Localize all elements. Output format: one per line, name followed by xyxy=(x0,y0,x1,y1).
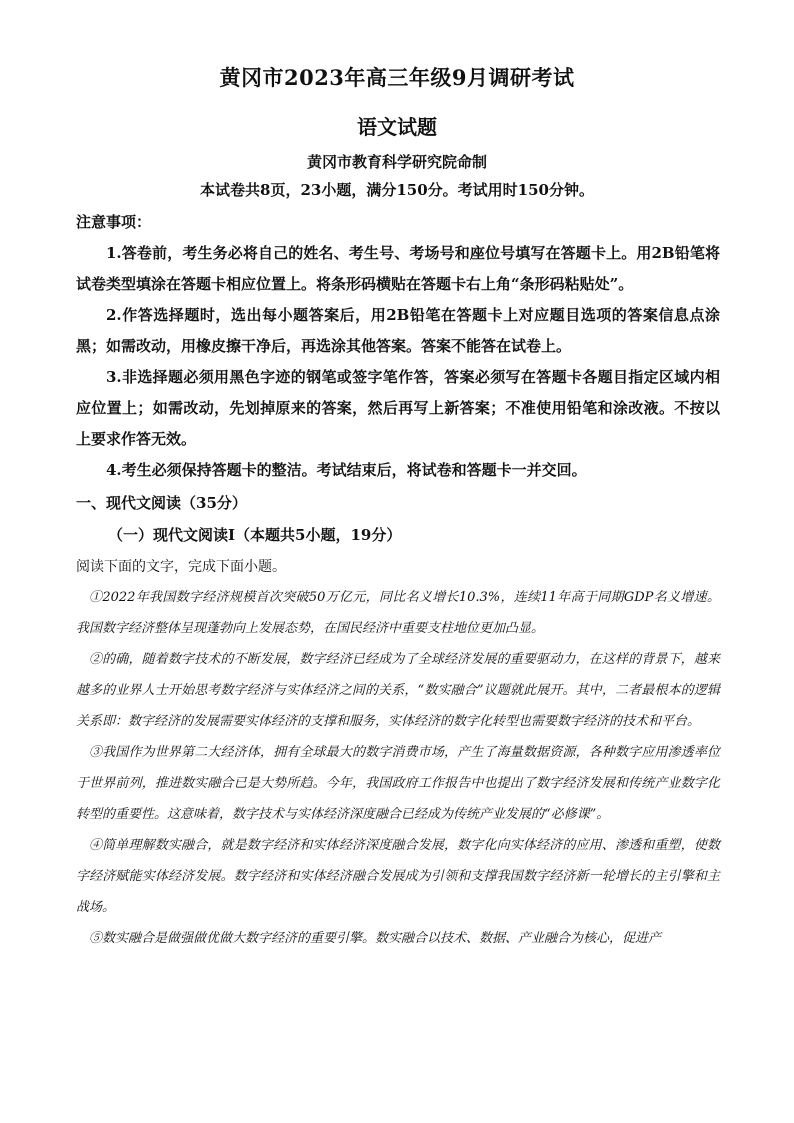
passage-paragraph: ③我国作为世界第二大经济体，拥有全球最大的数字消费市场，产生了海量数据资源，各种数字应用渗透率位于世界前列，推进数实融合已是大势所趋。今年，我国政府工作报告中也提出了数字经济发展和传统产业数字化转型的重要性。这意味着，数字技术与实体经济深度融合已经成为传统产业发展的“必修课”。 xyxy=(76,745,720,822)
note-item: 1.答卷前，考生务必将自己的姓名、考生号、考场号和座位号填写在答题卡上。用2B铅笔将试卷类型填涂在答题卡相应位置上。将条形码横贴在答题卡右上角“条形码粘贴处”。 xyxy=(76,244,720,293)
passage-paragraph: ②的确，随着数字技术的不断发展，数字经济已经成为了全球经济发展的重要驱动力，在这样的背景下，越来越多的业界人士开始思考数字经济与实体经济之间的关系，“数实融合”议题就此展开。其中，二者最根本的逻辑关系即：数字经济的发展需要实体经济的支撑和服务，实体经济的数字化转型也需要数字经济的技术和平台。 xyxy=(76,652,720,729)
reading-passage xyxy=(76,582,720,954)
notes-list xyxy=(76,238,720,486)
passage-paragraph: ⑤数实融合是做强做优做大数字经济的重要引擎。数实融合以技术、数据、产业融合为核心，促进产 xyxy=(89,931,662,946)
subject-title: 语文试题 xyxy=(357,115,437,139)
note-item: 3.非选择题必须用黑色字迹的钢笔或签字笔作答，答案必须写在答题卡各题目指定区域内相应位置上；如需改动，先划掉原来的答案，然后再写上新答案；不准使用铅笔和涂改液。不按以上要求作答无效。 xyxy=(76,368,720,448)
subsection-heading: （一）现代文阅读Ⅰ（本题共5小题，19分） xyxy=(108,526,402,544)
institute-line: 黄冈市教育科学研究院命制 xyxy=(306,153,487,171)
note-item: 2.作答选择题时，选出每小题答案后，用2B铅笔在答题卡上对应题目选项的答案信息点涂黑；如需改动，用橡皮擦干净后，再选涂其他答案。答案不能答在试卷上。 xyxy=(76,306,720,355)
notes-heading: 注意事项： xyxy=(76,213,152,231)
reading-instruction: 阅读下面的文字，完成下面小题。 xyxy=(76,559,286,575)
note-item: 4.考生必须保持答题卡的整洁。考试结束后，将试卷和答题卡一并交回。 xyxy=(106,461,587,479)
section-heading: 一、现代文阅读（35分） xyxy=(76,494,247,512)
passage-paragraph: ①2022年我国数字经济规模首次突破50万亿元，同比名义增长10.3%，连续11年高于同期GDP名义增速。我国数字经济整体呈现蓬勃向上发展态势，在国民经济中重要支柱地位更加凸显。 xyxy=(76,590,720,636)
exam-info-line: 本试卷共8页，23小题，满分150分。考试用时150分钟。 xyxy=(200,181,594,199)
passage-paragraph: ④简单理解数实融合，就是数字经济和实体经济深度融合发展，数字化向实体经济的应用、渗透和重塑，使数字经济赋能实体经济发展。数字经济和实体经济融合发展成为引领和支撑我国数字经济新一轮增长的主引擎和主战场。 xyxy=(76,838,720,915)
exam-title: 黄冈市2023年高三年级9月调研考试 xyxy=(219,65,575,90)
